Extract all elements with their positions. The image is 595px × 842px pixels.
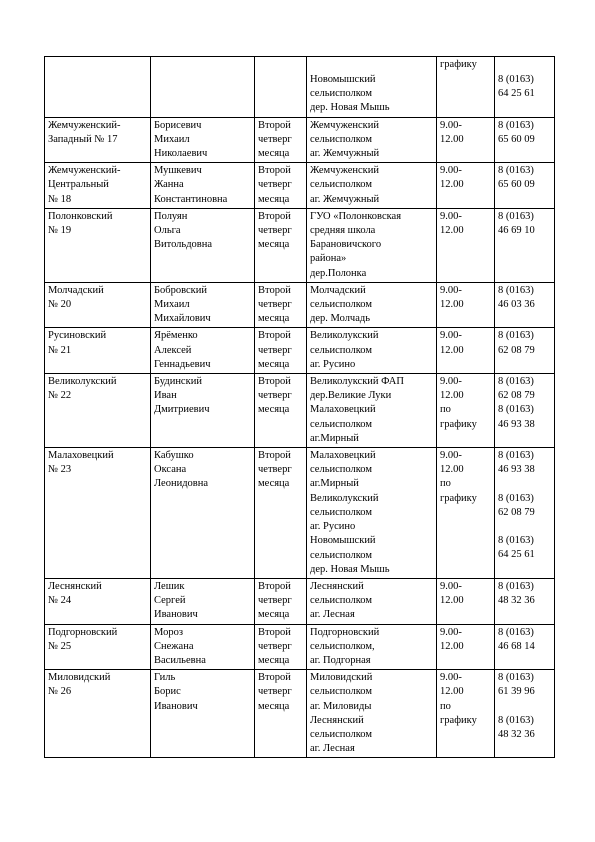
reception-day-line: Второй bbox=[258, 580, 291, 592]
reception-time-line: 12.00 bbox=[440, 133, 464, 145]
reception-address-line: аг.Мирный bbox=[310, 432, 359, 444]
reception-day-line: четверг bbox=[258, 686, 292, 698]
reception-address-line: сельисполком bbox=[310, 728, 372, 740]
reception-day-cell bbox=[255, 328, 307, 374]
reception-day-line: четверг bbox=[258, 640, 292, 652]
district-cell bbox=[45, 57, 151, 118]
district-cell bbox=[45, 624, 151, 670]
reception-address-line: сельисполком bbox=[310, 506, 372, 518]
district-line: Русиновский bbox=[48, 330, 107, 342]
reception-address-cell bbox=[307, 670, 437, 758]
phone-cell bbox=[495, 57, 555, 118]
reception-time-line: 9.00- bbox=[440, 376, 462, 388]
reception-address-line: аг. Русино bbox=[310, 521, 356, 533]
deputy-name-line: Мороз bbox=[154, 626, 183, 638]
district-line: Западный № 17 bbox=[48, 133, 118, 145]
district-line: Жемчуженский- bbox=[48, 119, 121, 131]
deputy-name-line: Борисевич bbox=[154, 119, 202, 131]
district-line: Подгорновский bbox=[48, 626, 118, 638]
district-line: Жемчуженский- bbox=[48, 165, 121, 177]
reception-day-line: месяца bbox=[258, 313, 290, 325]
district-cell bbox=[45, 282, 151, 328]
reception-address-line: аг.Мирный bbox=[310, 478, 359, 490]
reception-day-cell bbox=[255, 163, 307, 209]
phone-line: 48 32 36 bbox=[498, 728, 535, 740]
reception-address-cell bbox=[307, 57, 437, 118]
reception-address-line: дер. Новая Мышь bbox=[310, 563, 390, 575]
table-row bbox=[45, 328, 555, 374]
district-cell bbox=[45, 328, 151, 374]
district-line: Центральный bbox=[48, 179, 109, 191]
reception-day-line: четверг bbox=[258, 390, 292, 402]
reception-address-line: аг. Жемчужный bbox=[310, 148, 380, 160]
phone-cell bbox=[495, 578, 555, 624]
reception-day-line: Второй bbox=[258, 672, 291, 684]
reception-day-line: Второй bbox=[258, 165, 291, 177]
reception-time-cell bbox=[437, 578, 495, 624]
reception-address-line: сельисполком bbox=[310, 549, 372, 561]
reception-time-line: графику bbox=[440, 492, 477, 504]
deputy-name-line: Оксана bbox=[154, 464, 187, 476]
reception-day-line: четверг bbox=[258, 464, 292, 476]
phone-line: 8 (0163) bbox=[498, 404, 534, 416]
reception-day-line: четверг bbox=[258, 299, 292, 311]
deputy-name-line: Константиновна bbox=[154, 193, 228, 205]
phone-cell bbox=[495, 328, 555, 374]
deputy-name-line: Иванович bbox=[154, 609, 198, 621]
reception-address-line: Жемчуженский bbox=[310, 119, 379, 131]
phone-cell bbox=[495, 117, 555, 163]
reception-time-line: 9.00- bbox=[440, 210, 462, 222]
reception-time-line: 9.00- bbox=[440, 626, 462, 638]
deputy-name-line: Кабушко bbox=[154, 450, 194, 462]
district-line: Миловидский bbox=[48, 672, 111, 684]
reception-time-line: 12.00 bbox=[440, 390, 464, 402]
reception-address-line: аг. Лесная bbox=[310, 743, 355, 755]
reception-address-line: сельисполком bbox=[310, 418, 372, 430]
reception-address-line: Жемчуженский bbox=[310, 165, 379, 177]
phone-line: 64 25 61 bbox=[498, 549, 535, 561]
reception-address-line: аг. Жемчужный bbox=[310, 193, 380, 205]
phone-line: 46 03 36 bbox=[498, 299, 535, 311]
reception-time-line: 9.00- bbox=[440, 119, 462, 131]
deputy-name-line: Дмитриевич bbox=[154, 404, 210, 416]
deputy-name-cell bbox=[151, 670, 255, 758]
reception-time-cell bbox=[437, 163, 495, 209]
table-row bbox=[45, 374, 555, 448]
reception-time-line: по bbox=[440, 478, 451, 490]
deputy-name-line: Витольдовна bbox=[154, 239, 213, 251]
phone-line bbox=[498, 477, 551, 491]
phone-line: 8 (0163) bbox=[498, 492, 534, 504]
reception-address-line: сельисполком bbox=[310, 595, 372, 607]
reception-day-line: месяца bbox=[258, 654, 290, 666]
deputy-name-line: Ольга bbox=[154, 225, 181, 237]
reception-time-line: 9.00- bbox=[440, 672, 462, 684]
district-line: Молчадский bbox=[48, 284, 104, 296]
reception-time-line: графику bbox=[440, 418, 477, 430]
reception-address-line: Великолукский bbox=[310, 330, 379, 342]
district-line: Великолукский bbox=[48, 376, 117, 388]
reception-time-cell bbox=[437, 208, 495, 282]
reception-address-cell bbox=[307, 448, 437, 579]
phone-cell bbox=[495, 670, 555, 758]
phone-cell bbox=[495, 208, 555, 282]
reception-address-cell bbox=[307, 282, 437, 328]
reception-time-cell bbox=[437, 57, 495, 118]
table-row bbox=[45, 163, 555, 209]
table-row bbox=[45, 57, 555, 118]
deputy-name-line: Михаил bbox=[154, 299, 190, 311]
district-cell bbox=[45, 208, 151, 282]
reception-address-line: Леснянский bbox=[310, 714, 364, 726]
reception-day-line: месяца bbox=[258, 700, 290, 712]
phone-cell bbox=[495, 163, 555, 209]
reception-day-cell bbox=[255, 282, 307, 328]
phone-cell bbox=[495, 624, 555, 670]
reception-address-line: аг. Подгорная bbox=[310, 654, 371, 666]
reception-day-line: Второй bbox=[258, 330, 291, 342]
reception-time-line: 12.00 bbox=[440, 344, 464, 356]
reception-time-cell bbox=[437, 448, 495, 579]
district-line: Полонковский bbox=[48, 210, 113, 222]
reception-day-line: месяца bbox=[258, 404, 290, 416]
deputy-name-line: Васильевна bbox=[154, 654, 206, 666]
reception-address-line: района» bbox=[310, 253, 347, 265]
deputy-name-cell bbox=[151, 117, 255, 163]
reception-address-line: Миловидский bbox=[310, 672, 373, 684]
reception-day-line: месяца bbox=[258, 358, 290, 370]
deputy-name-line: Алексей bbox=[154, 344, 192, 356]
reception-time-line: 12.00 bbox=[440, 640, 464, 652]
deputy-name-line: Михайлович bbox=[154, 313, 211, 325]
reception-time-line: 9.00- bbox=[440, 165, 462, 177]
reception-address-cell bbox=[307, 328, 437, 374]
deputy-name-line: Лешик bbox=[154, 580, 185, 592]
deputy-name-line: Ярёменко bbox=[154, 330, 198, 342]
phone-line: 46 69 10 bbox=[498, 225, 535, 237]
phone-line: 46 68 14 bbox=[498, 640, 535, 652]
district-line: № 26 bbox=[48, 686, 72, 698]
phone-line: 61 39 96 bbox=[498, 686, 535, 698]
reception-day-line: месяца bbox=[258, 193, 290, 205]
district-cell bbox=[45, 670, 151, 758]
reception-time-cell bbox=[437, 328, 495, 374]
reception-address-line: дер.Полонка bbox=[310, 267, 367, 279]
district-cell bbox=[45, 117, 151, 163]
reception-day-line: Второй bbox=[258, 119, 291, 131]
reception-time-line: по bbox=[440, 404, 451, 416]
phone-line: 8 (0163) bbox=[498, 376, 534, 388]
reception-time-line: 12.00 bbox=[440, 299, 464, 311]
reception-schedule-table bbox=[44, 56, 555, 758]
phone-line: 8 (0163) bbox=[498, 165, 534, 177]
reception-day-cell bbox=[255, 624, 307, 670]
phone-line bbox=[498, 700, 551, 714]
reception-time-line: 12.00 bbox=[440, 225, 464, 237]
deputy-name-cell bbox=[151, 328, 255, 374]
reception-day-line: четверг bbox=[258, 225, 292, 237]
district-cell bbox=[45, 163, 151, 209]
reception-address-line: ГУО «Полонковская bbox=[310, 210, 402, 222]
reception-time-cell bbox=[437, 117, 495, 163]
reception-address-line: Новомышский bbox=[310, 74, 376, 85]
phone-line: 8 (0163) bbox=[498, 119, 534, 131]
deputy-name-line: Борис bbox=[154, 686, 181, 698]
phone-line: 8 (0163) bbox=[498, 210, 534, 222]
reception-address-cell bbox=[307, 624, 437, 670]
reception-time-line: графику bbox=[440, 59, 477, 70]
deputy-name-line: Бобровский bbox=[154, 284, 208, 296]
deputy-name-cell bbox=[151, 448, 255, 579]
reception-address-line: Малаховецкий bbox=[310, 404, 376, 416]
reception-day-line: Второй bbox=[258, 210, 291, 222]
reception-address-line: сельисполком bbox=[310, 344, 372, 356]
reception-day-line: четверг bbox=[258, 344, 292, 356]
district-line: № 18 bbox=[48, 193, 72, 205]
deputy-name-line: Полуян bbox=[154, 210, 188, 222]
deputy-name-line: Иван bbox=[154, 390, 177, 402]
reception-day-line: месяца bbox=[258, 609, 290, 621]
reception-time-line: 9.00- bbox=[440, 580, 462, 592]
table-row bbox=[45, 578, 555, 624]
phone-line: 64 25 61 bbox=[498, 88, 535, 100]
reception-address-line: дер.Великие Луки bbox=[310, 390, 392, 402]
phone-line: 8 (0163) bbox=[498, 450, 534, 462]
reception-time-line: 12.00 bbox=[440, 595, 464, 607]
reception-address-line: аг. Русино bbox=[310, 358, 356, 370]
district-cell bbox=[45, 578, 151, 624]
reception-address-line: средняя школа bbox=[310, 225, 376, 237]
phone-line: 62 08 79 bbox=[498, 344, 535, 356]
reception-address-line: сельисполком bbox=[310, 464, 372, 476]
reception-address-line: Леснянский bbox=[310, 580, 364, 592]
phone-cell bbox=[495, 374, 555, 448]
phone-line: 62 08 79 bbox=[498, 390, 535, 402]
phone-line: 46 93 38 bbox=[498, 464, 535, 476]
reception-address-line: Барановичского bbox=[310, 239, 382, 251]
reception-address-line: сельисполком bbox=[310, 686, 372, 698]
district-line: № 24 bbox=[48, 595, 72, 607]
table-row bbox=[45, 117, 555, 163]
table-row bbox=[45, 282, 555, 328]
reception-day-cell bbox=[255, 670, 307, 758]
reception-address-cell bbox=[307, 374, 437, 448]
reception-day-line: Второй bbox=[258, 626, 291, 638]
reception-address-line: дер. Новая Мышь bbox=[310, 102, 390, 114]
deputy-name-line: Сергей bbox=[154, 595, 186, 607]
reception-day-cell bbox=[255, 57, 307, 118]
phone-line: 8 (0163) bbox=[498, 74, 534, 85]
deputy-name-line: Иванович bbox=[154, 700, 198, 712]
reception-day-line: Второй bbox=[258, 376, 291, 388]
reception-day-cell bbox=[255, 578, 307, 624]
phone-line: 8 (0163) bbox=[498, 330, 534, 342]
phone-line: 8 (0163) bbox=[498, 626, 534, 638]
reception-day-line: четверг bbox=[258, 595, 292, 607]
deputy-name-line: Леонидовна bbox=[154, 478, 209, 490]
deputy-name-cell bbox=[151, 578, 255, 624]
reception-address-cell bbox=[307, 208, 437, 282]
phone-line: 8 (0163) bbox=[498, 714, 534, 726]
reception-address-line: Великолукский bbox=[310, 492, 379, 504]
deputy-name-cell bbox=[151, 282, 255, 328]
reception-time-line: по bbox=[440, 700, 451, 712]
deputy-name-line: Гиль bbox=[154, 672, 176, 684]
phone-cell bbox=[495, 448, 555, 579]
district-cell bbox=[45, 374, 151, 448]
reception-day-line: четверг bbox=[258, 133, 292, 145]
deputy-name-line: Мушкевич bbox=[154, 165, 202, 177]
deputy-name-line: Михаил bbox=[154, 133, 190, 145]
phone-cell bbox=[495, 282, 555, 328]
reception-time-line: графику bbox=[440, 714, 477, 726]
district-line: № 19 bbox=[48, 225, 72, 237]
deputy-name-line: Снежана bbox=[154, 640, 194, 652]
reception-time-line: 12.00 bbox=[440, 464, 464, 476]
reception-address-line: сельисполком bbox=[310, 88, 372, 100]
table-row bbox=[45, 208, 555, 282]
reception-day-line: Второй bbox=[258, 284, 291, 296]
reception-address-line: сельисполком bbox=[310, 299, 372, 311]
district-line: Малаховецкий bbox=[48, 450, 114, 462]
deputy-name-line: Жанна bbox=[154, 179, 184, 191]
district-line: Леснянский bbox=[48, 580, 102, 592]
district-line: № 23 bbox=[48, 464, 72, 476]
phone-line: 8 (0163) bbox=[498, 580, 534, 592]
phone-line: 65 60 09 bbox=[498, 133, 535, 145]
district-line: № 20 bbox=[48, 299, 72, 311]
reception-address-line: аг. Миловиды bbox=[310, 700, 372, 712]
reception-time-cell bbox=[437, 670, 495, 758]
reception-address-line: дер. Молчадь bbox=[310, 313, 371, 325]
phone-line: 46 93 38 bbox=[498, 418, 535, 430]
reception-address-cell bbox=[307, 117, 437, 163]
reception-day-cell bbox=[255, 374, 307, 448]
reception-address-line: Новомышский bbox=[310, 535, 376, 547]
reception-address-cell bbox=[307, 163, 437, 209]
reception-day-cell bbox=[255, 117, 307, 163]
table-body bbox=[45, 57, 555, 758]
phone-line: 8 (0163) bbox=[498, 284, 534, 296]
deputy-name-line: Будинский bbox=[154, 376, 202, 388]
reception-address-line: сельисполком bbox=[310, 133, 372, 145]
reception-address-line: Великолукский ФАП bbox=[310, 376, 404, 388]
phone-line: 65 60 09 bbox=[498, 179, 535, 191]
reception-day-line: месяца bbox=[258, 239, 290, 251]
table-row bbox=[45, 624, 555, 670]
reception-time-cell bbox=[437, 282, 495, 328]
reception-time-line: 9.00- bbox=[440, 284, 462, 296]
deputy-name-cell bbox=[151, 208, 255, 282]
district-line: № 21 bbox=[48, 344, 72, 356]
district-cell bbox=[45, 448, 151, 579]
reception-address-line: Подгорновский bbox=[310, 626, 380, 638]
reception-time-line: 9.00- bbox=[440, 450, 462, 462]
phone-line: 8 (0163) bbox=[498, 535, 534, 547]
phone-line: 62 08 79 bbox=[498, 506, 535, 518]
deputy-name-line: Николаевич bbox=[154, 148, 208, 160]
deputy-name-cell bbox=[151, 163, 255, 209]
table-row bbox=[45, 670, 555, 758]
reception-address-line: Молчадский bbox=[310, 284, 366, 296]
reception-address-line: Малаховецкий bbox=[310, 450, 376, 462]
reception-time-line: 12.00 bbox=[440, 179, 464, 191]
phone-line bbox=[498, 520, 551, 534]
reception-day-line: месяца bbox=[258, 148, 290, 160]
phone-line: 48 32 36 bbox=[498, 595, 535, 607]
district-line: № 25 bbox=[48, 640, 72, 652]
reception-day-line: Второй bbox=[258, 450, 291, 462]
deputy-name-cell bbox=[151, 624, 255, 670]
reception-time-cell bbox=[437, 624, 495, 670]
reception-day-cell bbox=[255, 208, 307, 282]
reception-day-line: месяца bbox=[258, 478, 290, 490]
deputy-name-cell bbox=[151, 374, 255, 448]
reception-address-cell bbox=[307, 578, 437, 624]
reception-time-line: 9.00- bbox=[440, 330, 462, 342]
table-row bbox=[45, 448, 555, 579]
phone-line: 8 (0163) bbox=[498, 672, 534, 684]
reception-address-line: сельисполком, bbox=[310, 640, 375, 652]
reception-day-cell bbox=[255, 448, 307, 579]
reception-time-line: 12.00 bbox=[440, 686, 464, 698]
district-line: № 22 bbox=[48, 390, 72, 402]
deputy-name-cell bbox=[151, 57, 255, 118]
reception-day-line: четверг bbox=[258, 179, 292, 191]
reception-time-cell bbox=[437, 374, 495, 448]
reception-address-line: сельисполком bbox=[310, 179, 372, 191]
deputy-name-line: Геннадьевич bbox=[154, 358, 211, 370]
reception-address-line: аг. Лесная bbox=[310, 609, 355, 621]
